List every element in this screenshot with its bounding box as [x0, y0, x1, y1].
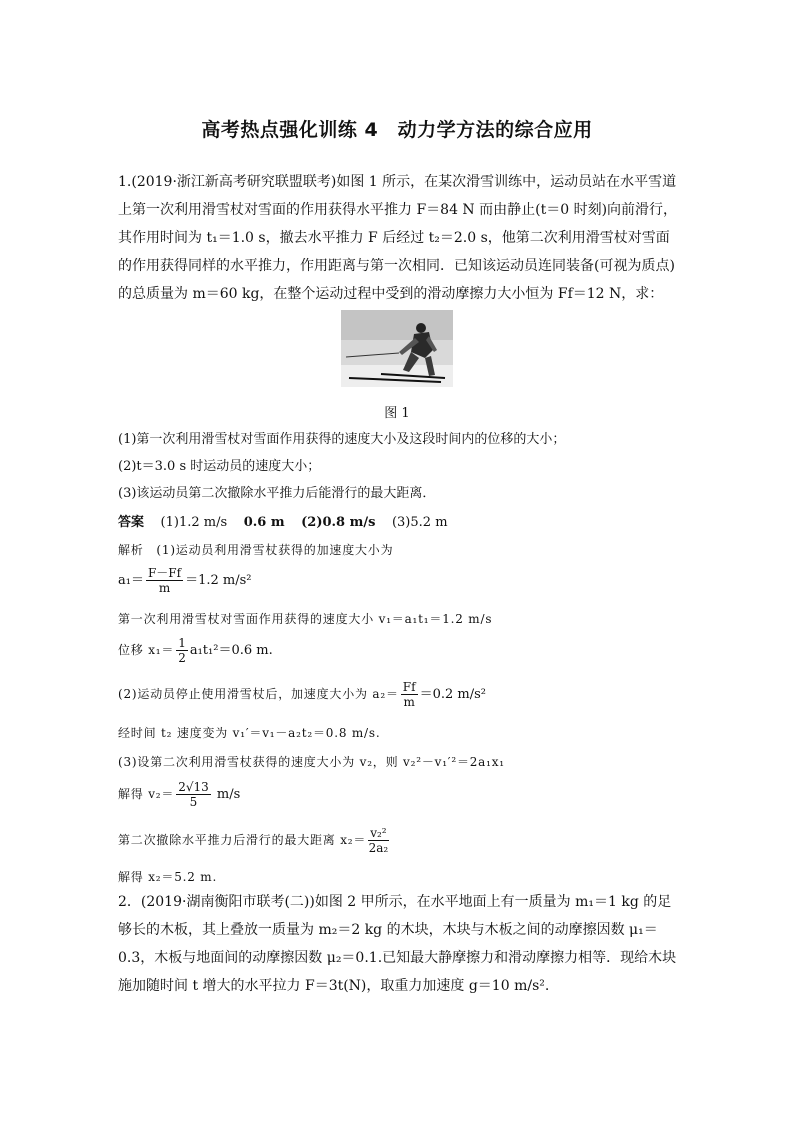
solution-line-7: (3)设第二次利用滑雪杖获得的速度大小为 v₂，则 v₂²－v₁′²＝2a₁x₁ [118, 755, 505, 769]
fraction-numerator: F－Ff [147, 566, 182, 580]
answer-part-2: (2)0.8 m/s [301, 515, 376, 530]
solution-line-1: 解析 (1)运动员利用滑雪杖获得的加速度大小为 [118, 543, 394, 557]
subquestion-1: (1)第一次利用滑雪杖对雪面作用获得的速度大小及这段时间内的位移的大小； [118, 432, 566, 447]
question-2-text: 2．(2019·湖南衡阳市联考(二))如图 2 甲所示，在水平地面上有一质量为 m₁＝1 kg 的足够长的木板，其上叠放一质量为 m₂＝2 kg 的木块，木块与木板之间的动摩擦因数 μ₁＝0.3，木板与地面间的动摩擦因数 μ₂＝0.1.已知最大静摩擦力和滑动摩擦力相等．现给木块施加随时间 t 增大的水平拉力 F＝3t(N)，取重力加速度 g＝10 m/s². [118, 894, 677, 994]
solution-line-8 [118, 780, 240, 809]
solution-line-4 [118, 636, 273, 665]
fraction [146, 566, 183, 595]
answer-part-3: (3)5.2 m [391, 515, 448, 530]
equation-lhs: 位移 x₁＝ [118, 643, 175, 657]
fraction-numerator: 1 [178, 636, 186, 650]
solution-line-6: 经时间 t₂ 速度变为 v₁′＝v₁－a₂t₂＝0.8 m/s. [118, 726, 381, 740]
question-1-text: 1.(2019·浙江新高考研究联盟联考)如图 1 所示，在某次滑雪训练中，运动员站在水平雪道上第一次利用滑雪杖对雪面的作用获得水平推力 F＝84 N 而由静止(t＝0 时刻)向前滑行，其作用时间为 t₁＝1.0 s，撤去水平推力 F 后经过 t₂＝2.0 s，他第二次利用滑雪杖对雪面的作用获得同样的水平推力，作用距离与第一次相同．已知该运动员连同装备(可视为质点)的总质量为 m＝60 kg，在整个运动过程中受到的滑动摩擦力大小恒为 Ff＝12 N，求： [118, 174, 678, 302]
fraction [176, 636, 188, 665]
subquestion-2: (2)t＝3.0 s 时运动员的速度大小； [118, 459, 321, 474]
page-title: 高考热点强化训练 4 动力学方法的综合应用 [201, 119, 593, 141]
fraction [368, 826, 388, 855]
answer-label: 答案 [118, 515, 145, 530]
solution-line-2 [118, 566, 251, 595]
equation-lhs: a₁＝ [118, 573, 144, 588]
solution-line-9 [118, 826, 391, 855]
equation-rhs: a₁t₁²＝0.6 m. [189, 643, 273, 658]
fraction-numerator: v₂² [370, 826, 387, 840]
equation-lhs: (2)运动员停止使用滑雪杖后，加速度大小为 a₂＝ [118, 687, 399, 701]
fraction-numerator: 2√13 [178, 780, 209, 794]
subquestion-3: (3)该运动员第二次撤除水平推力后能滑行的最大距离． [118, 486, 436, 501]
answer-part-1b: 0.6 m [243, 515, 285, 530]
figure-1-caption: 图 1 [384, 406, 410, 421]
answer-line [118, 511, 448, 530]
fraction-denominator: m [158, 581, 171, 595]
equation-rhs: ＝0.2 m/s² [419, 687, 486, 702]
fraction [176, 780, 211, 809]
equation-lhs: 解得 v₂＝ [118, 787, 175, 801]
skier-photo [341, 310, 453, 387]
equation-rhs: m/s [212, 787, 241, 802]
fraction-denominator: 2a₂ [368, 841, 389, 855]
equation-lhs: 第二次撤除水平推力后滑行的最大距离 x₂＝ [118, 833, 367, 847]
fraction [401, 680, 418, 709]
fraction-denominator: m [403, 695, 415, 709]
solution-line-10: 解得 x₂＝5.2 m. [118, 870, 218, 884]
fraction-denominator: 5 [189, 795, 198, 809]
answer-part-1: (1)1.2 m/s [160, 515, 228, 530]
fraction-denominator: 2 [178, 651, 186, 665]
solution-line-5 [118, 680, 486, 709]
solution-line-3: 第一次利用滑雪杖对雪面作用获得的速度大小 v₁＝a₁t₁＝1.2 m/s [118, 612, 493, 626]
fraction-numerator: Ff [402, 680, 416, 694]
equation-rhs: ＝1.2 m/s² [185, 573, 252, 588]
